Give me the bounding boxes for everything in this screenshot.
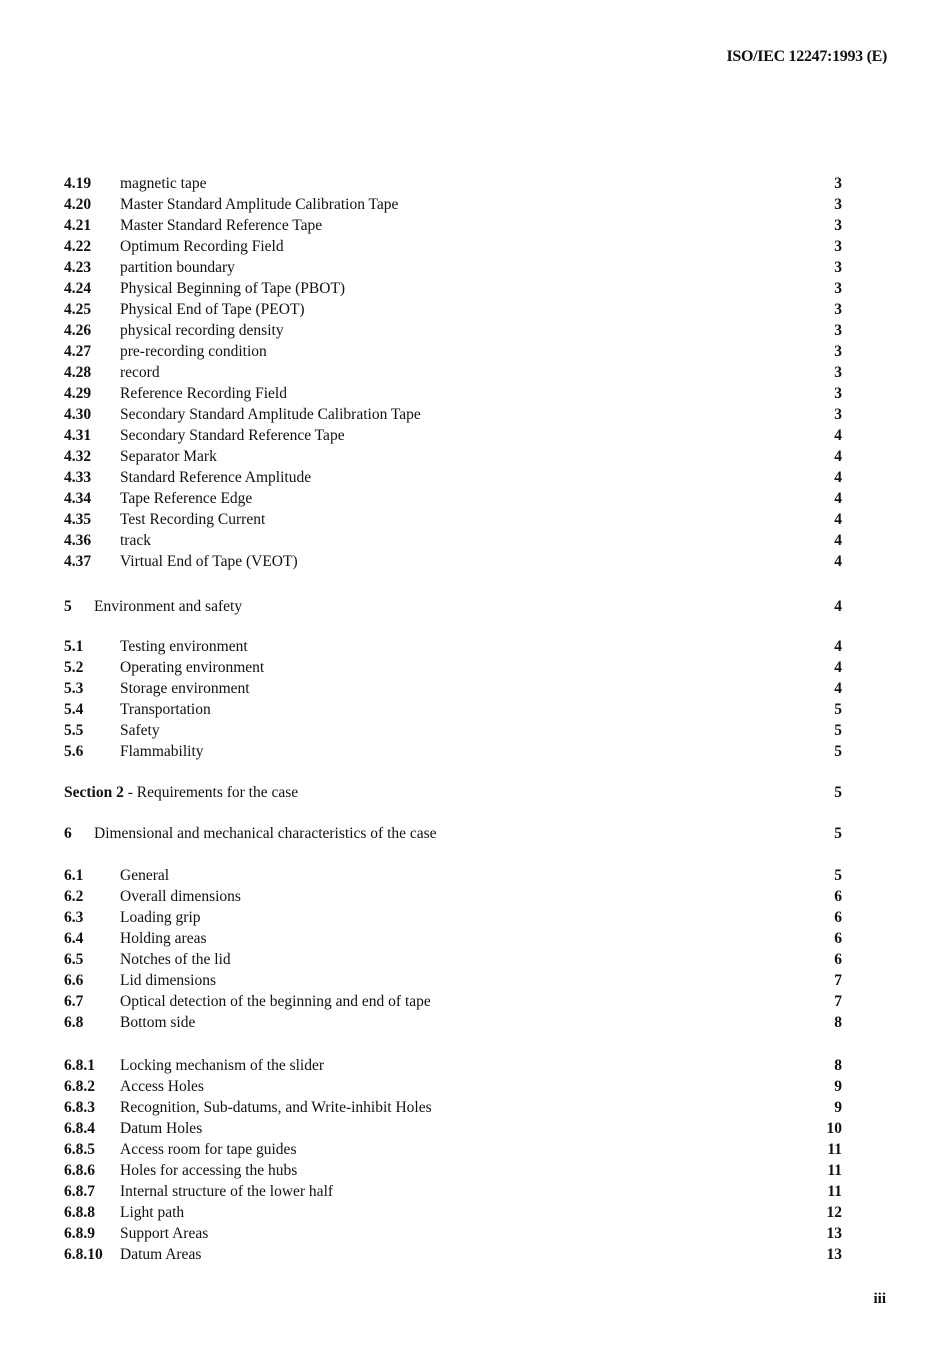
toc-page-number: 4	[834, 448, 842, 465]
toc-page-number: 3	[834, 301, 842, 318]
toc-page-number: 11	[827, 1141, 842, 1158]
toc-page-number: 12	[826, 1204, 842, 1221]
toc-entry	[64, 194, 842, 215]
toc-section-title	[64, 782, 298, 803]
toc-entry	[64, 509, 842, 530]
toc-entry	[64, 446, 842, 467]
page-number: iii	[873, 1291, 886, 1307]
toc-number: 6	[64, 825, 72, 842]
toc-title: Operating environment	[120, 659, 265, 676]
toc-page-number: 11	[827, 1162, 842, 1179]
toc-entry	[64, 657, 842, 678]
toc-number: 5	[64, 598, 72, 615]
toc-title: Separator Mark	[120, 448, 217, 465]
toc-number: 6.8.2	[64, 1078, 95, 1095]
toc-page-number: 5	[834, 701, 842, 718]
toc-page-number: 6	[834, 888, 842, 905]
toc-page-number: 4	[834, 553, 842, 570]
toc-entry	[64, 362, 842, 383]
toc-number: 4.22	[64, 238, 92, 255]
toc-page-number: 6	[834, 930, 842, 947]
toc-page-number: 5	[834, 825, 842, 842]
toc-title: Internal structure of the lower half	[120, 1183, 334, 1200]
toc-title: Locking mechanism of the slider	[120, 1057, 325, 1074]
toc-number: 5.4	[64, 701, 84, 718]
toc-number: 6.8	[64, 1014, 84, 1031]
toc-entry	[64, 551, 842, 572]
toc-title: Recognition, Sub-datums, and Write-inhibit Holes	[120, 1099, 432, 1116]
toc-entry	[64, 488, 842, 509]
toc-entry	[64, 236, 842, 257]
toc-title: Testing environment	[120, 638, 248, 655]
toc-page-number: 3	[834, 196, 842, 213]
toc-number: 4.24	[64, 280, 92, 297]
toc-title: Lid dimensions	[120, 972, 217, 989]
toc-section-label: Section 2	[64, 784, 124, 801]
toc-title: Loading grip	[120, 909, 201, 926]
toc-number: 4.37	[64, 553, 92, 570]
toc-entry	[64, 949, 842, 970]
toc-number: 4.21	[64, 217, 92, 234]
toc-page-number: 7	[834, 972, 842, 989]
toc-entry	[64, 1076, 842, 1097]
toc-page-number: 5	[834, 722, 842, 739]
toc-number: 4.34	[64, 490, 92, 507]
toc-title: Dimensional and mechanical characteristics of the case	[94, 825, 437, 842]
toc-page-number: 3	[834, 259, 842, 276]
toc-title: Secondary Standard Reference Tape	[120, 427, 345, 444]
toc-entry	[64, 257, 842, 278]
toc-title: Flammability	[120, 743, 204, 760]
toc-entry	[64, 425, 842, 446]
toc-entry	[64, 991, 842, 1012]
toc-page-number: 11	[827, 1183, 842, 1200]
toc-title: Virtual End of Tape (VEOT)	[120, 553, 298, 570]
toc-page-number: 8	[834, 1057, 842, 1074]
toc-entry	[64, 907, 842, 928]
toc-title: Support Areas	[120, 1225, 209, 1242]
toc-number: 4.29	[64, 385, 92, 402]
toc-entry	[64, 928, 842, 949]
toc-page-number: 4	[834, 469, 842, 486]
toc-page-number: 4	[834, 598, 842, 615]
toc-page-number: 3	[834, 238, 842, 255]
toc-chapter	[64, 823, 842, 844]
toc-entry	[64, 1244, 842, 1265]
toc-page-number: 4	[834, 532, 842, 549]
toc-entry	[64, 636, 842, 657]
toc-entry	[64, 1118, 842, 1139]
toc-page-number: 9	[834, 1099, 842, 1116]
toc-title: track	[120, 532, 151, 549]
toc-chapter	[64, 596, 842, 617]
toc-entry	[64, 278, 842, 299]
toc-title: partition boundary	[120, 259, 235, 276]
toc-entry	[64, 215, 842, 236]
toc-entry	[64, 970, 842, 991]
toc-page-number: 5	[834, 867, 842, 884]
toc-page-number: 9	[834, 1078, 842, 1095]
toc-entry	[64, 530, 842, 551]
toc-title: Light path	[120, 1204, 185, 1221]
toc-title: Notches of the lid	[120, 951, 231, 968]
toc-number: 4.31	[64, 427, 92, 444]
toc-title: Datum Areas	[120, 1246, 202, 1263]
toc-entry	[64, 341, 842, 362]
toc-page-number: 8	[834, 1014, 842, 1031]
toc-number: 6.8.8	[64, 1204, 95, 1221]
toc-entry	[64, 741, 842, 762]
toc-title: General	[120, 867, 170, 884]
toc-section-subtitle: - Requirements for the case	[123, 784, 299, 801]
toc-number: 5.2	[64, 659, 84, 676]
toc-entry	[64, 720, 842, 741]
toc-number: 5.5	[64, 722, 84, 739]
toc-title: Holes for accessing the hubs	[120, 1162, 298, 1179]
toc-number: 6.6	[64, 972, 84, 989]
toc-entry	[64, 886, 842, 907]
toc-number: 6.8.7	[64, 1183, 95, 1200]
toc-page-number: 3	[834, 217, 842, 234]
toc-entry	[64, 678, 842, 699]
document-id-header: ISO/IEC 12247:1993 (E)	[726, 48, 887, 65]
toc-title: Bottom side	[120, 1014, 196, 1031]
toc-title: Transportation	[120, 701, 211, 718]
toc-number: 4.27	[64, 343, 92, 360]
toc-title: record	[120, 364, 160, 381]
toc-page-number: 13	[826, 1246, 842, 1263]
toc-page-number: 3	[834, 343, 842, 360]
toc-number: 6.1	[64, 867, 84, 884]
toc-number: 4.33	[64, 469, 92, 486]
toc-number: 6.8.9	[64, 1225, 95, 1242]
toc-number: 5.1	[64, 638, 84, 655]
toc-number: 4.20	[64, 196, 92, 213]
toc-page-number: 3	[834, 175, 842, 192]
toc-page-number: 13	[826, 1225, 842, 1242]
toc-entry	[64, 299, 842, 320]
toc-entry	[64, 1181, 842, 1202]
toc-title: pre-recording condition	[120, 343, 267, 360]
toc-title: Test Recording Current	[120, 511, 266, 528]
toc-title: Tape Reference Edge	[120, 490, 253, 507]
toc-number: 4.35	[64, 511, 92, 528]
toc-page-number: 4	[834, 511, 842, 528]
toc-section-heading	[64, 782, 842, 803]
toc-entry	[64, 467, 842, 488]
toc-number: 6.8.4	[64, 1120, 95, 1137]
toc-number: 4.25	[64, 301, 92, 318]
toc-page-number: 6	[834, 909, 842, 926]
toc-title: Storage environment	[120, 680, 250, 697]
toc-entry	[64, 1097, 842, 1118]
toc-number: 4.26	[64, 322, 92, 339]
toc-page-number: 10	[826, 1120, 842, 1137]
toc-title: Secondary Standard Amplitude Calibration Tape	[120, 406, 421, 423]
toc-entry	[64, 1223, 842, 1244]
toc-title: Master Standard Amplitude Calibration Tape	[120, 196, 399, 213]
toc-title: Optical detection of the beginning and end of tape	[120, 993, 431, 1010]
toc-page-number: 4	[834, 427, 842, 444]
toc-number: 4.30	[64, 406, 92, 423]
toc-title: Overall dimensions	[120, 888, 241, 905]
toc-number: 6.7	[64, 993, 84, 1010]
toc-page-number: 7	[834, 993, 842, 1010]
toc-entry	[64, 404, 842, 425]
toc-entry	[64, 383, 842, 404]
toc-title: Datum Holes	[120, 1120, 203, 1137]
toc-entry	[64, 1012, 842, 1033]
toc-number: 5.3	[64, 680, 84, 697]
toc-entry	[64, 1139, 842, 1160]
toc-entry	[64, 1055, 842, 1076]
toc-number: 4.19	[64, 175, 92, 192]
toc-title: Reference Recording Field	[120, 385, 287, 402]
toc-title: Access room for tape guides	[120, 1141, 297, 1158]
toc-title: Standard Reference Amplitude	[120, 469, 312, 486]
toc-page-number: 3	[834, 280, 842, 297]
toc-number: 5.6	[64, 743, 84, 760]
toc-title: Master Standard Reference Tape	[120, 217, 323, 234]
toc-page-number: 4	[834, 490, 842, 507]
toc-number: 4.28	[64, 364, 92, 381]
toc-entry	[64, 1202, 842, 1223]
toc-number: 6.2	[64, 888, 84, 905]
toc-number: 6.8.3	[64, 1099, 95, 1116]
toc-number: 6.8.5	[64, 1141, 95, 1158]
toc-number: 6.3	[64, 909, 84, 926]
toc-page-number: 5	[834, 743, 842, 760]
toc-number: 6.8.1	[64, 1057, 95, 1074]
toc-number: 6.4	[64, 930, 84, 947]
toc-entry	[64, 320, 842, 341]
toc-number: 6.8.10	[64, 1246, 103, 1263]
toc-entry	[64, 1160, 842, 1181]
toc-title: physical recording density	[120, 322, 284, 339]
toc-entry	[64, 173, 842, 194]
toc-entry	[64, 865, 842, 886]
toc-number: 6.5	[64, 951, 84, 968]
toc-number: 6.8.6	[64, 1162, 95, 1179]
toc-title: magnetic tape	[120, 175, 207, 192]
toc-page-number: 5	[834, 784, 842, 801]
toc-number: 4.23	[64, 259, 92, 276]
toc-page-number: 4	[834, 638, 842, 655]
toc-title: Environment and safety	[94, 598, 243, 615]
toc-page-number: 3	[834, 322, 842, 339]
toc-title: Optimum Recording Field	[120, 238, 284, 255]
toc-title: Physical End of Tape (PEOT)	[120, 301, 305, 318]
toc-page-number: 3	[834, 385, 842, 402]
toc-title: Access Holes	[120, 1078, 204, 1095]
toc-number: 4.36	[64, 532, 92, 549]
toc-page-number: 4	[834, 659, 842, 676]
toc-title: Safety	[120, 722, 160, 739]
toc-page-number: 4	[834, 680, 842, 697]
toc-page-number: 6	[834, 951, 842, 968]
toc-page-number: 3	[834, 406, 842, 423]
toc-title: Physical Beginning of Tape (PBOT)	[120, 280, 346, 297]
toc-title: Holding areas	[120, 930, 207, 947]
toc-number: 4.32	[64, 448, 92, 465]
toc-page-number: 3	[834, 364, 842, 381]
toc-entry	[64, 699, 842, 720]
